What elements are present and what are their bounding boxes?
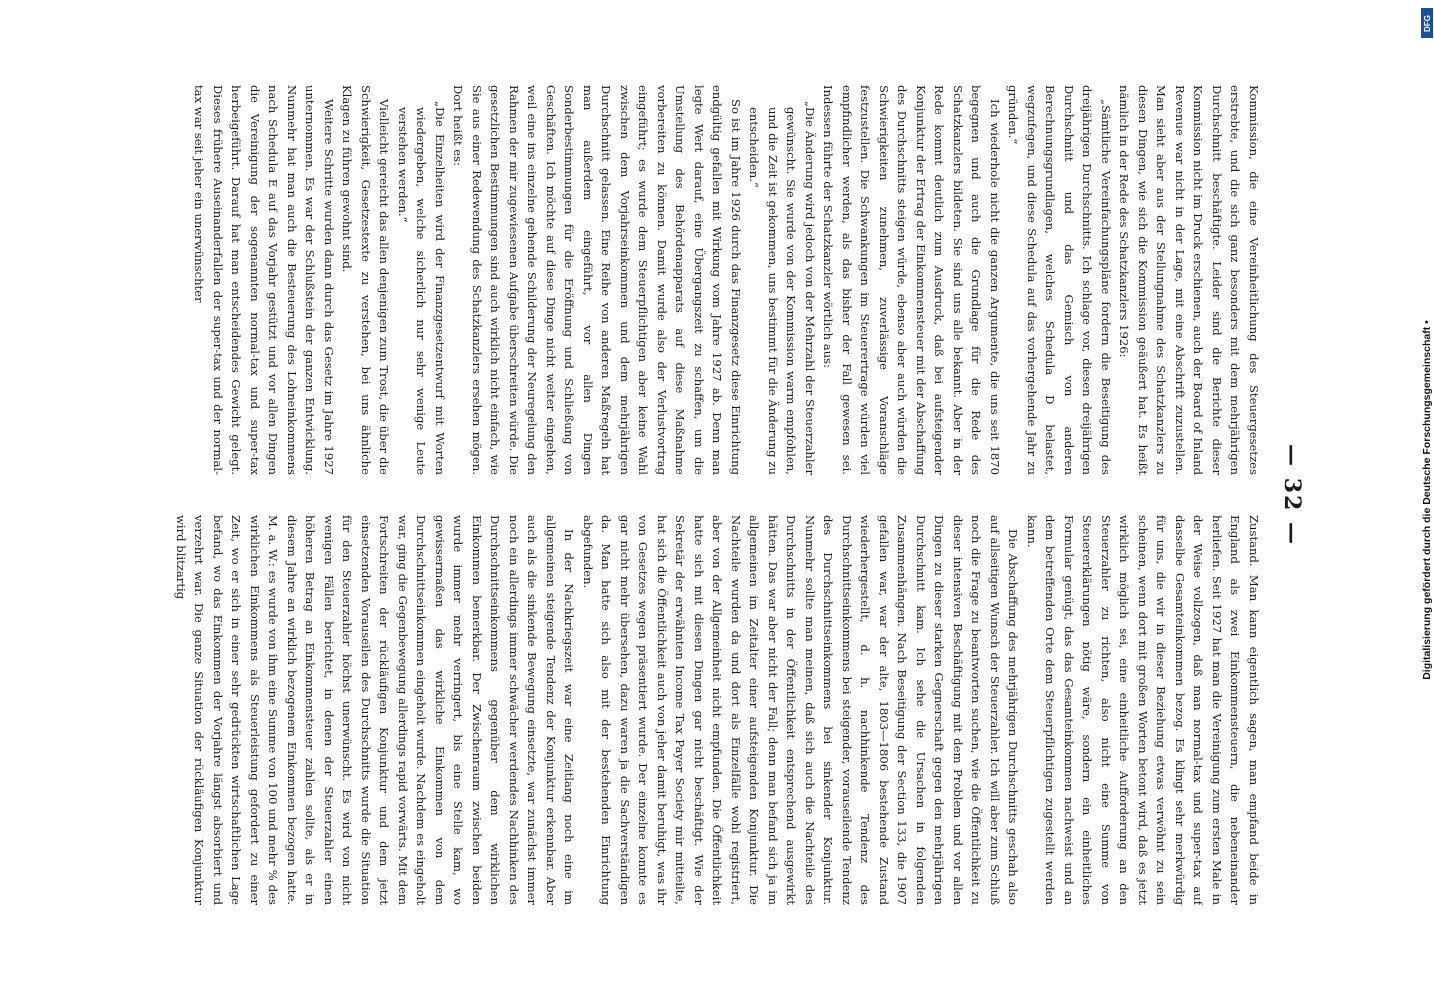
page-number: — 32 — xyxy=(1279,444,1305,546)
digitization-credit-text: Digitalisierung gefördert durch die Deutsche Forschungsgemeinschaft • xyxy=(1421,320,1433,680)
dfg-logo-text: DFG xyxy=(1422,14,1432,32)
document-page xyxy=(115,85,1305,905)
paragraph: Zustand. Man kann eigentlich sagen, man empfand beide in England als zwei Einkommensteuern, die nebeneinander herliefen. Seit 1927 hat man die Vereinigung zum ersten Male in der Weise vollzogen, daß man normal-tax und super-tax auf dasselbe Gesamteinkommen bezog. Es klingt sehr merkwürdig für uns, die wir in dieser Beziehung etwas verwöhnt zu sein scheinen, wenn dort mit großen Worten betont wird, daß es jetzt wirklich möglich sei, eine einheitliche Aufforderung an den Steuerzahler zu richten, also nicht eine Summe von Steuererklärungen nötig wäre, sondern ein einheitliches Formular genügt, das das Gesamteinkommen nachweist und an dem betreffenden Orte dem Steuerpflichtigen zugestellt werden kann. xyxy=(1025,515,1261,905)
paragraph: Vielleicht gereicht das allen denjenigen zum Trost, die über die Schwierigkeit, Gesetzestexte zu verstehen, bei uns ähnliche Klagen zu führen gewohnt sind. xyxy=(340,85,392,475)
paragraph: Kommission, die eine Vereinheitlichung des Steuergesetzes erstrebte, und die sich ganz besonders mit dem mehrjährigen Durchschnitt beschäftigte. Leider sind die Berichte dieser Kommission nicht im Druck erschienen, auch der Board of Inland Revenue war nicht in der Lage, mit eine Abschrift zuzustellen. Man sieht aber aus der Stellungnahme des Schatzkanzlers zu diesen Dingen, wie sich die Kommission geäußert hat. Es heißt nämlich in der Rede des Schatzkanzlers 1926: xyxy=(1117,85,1261,475)
paragraph: Die Abschaffung des mehrjährigen Durchschnitts geschah also auf allseitigen Wunsch der Steuerzahler. Ich will aber zum Schluß noch die Frage zu beantworten suchen, wie die Öffentlichkeit zu dieser intensiven Beschäftigung mit dem Problem und vor allen Dingen zu dieser starken Gegnerschaft gegen den mehrjährigen Durchschnitt kam. Ich sehe die Ursachen in folgenden Zusammenhängen. Nach Beseitigung der Section 133, die 1907 gefallen war, war der alte, 1803—1806 bestehende Zustand wiederhergestellt, d. h. nachhinkende Tendenz des Durchschnittseinkommens bei steigender, vorauseilende Tendenz des Durchschnittseinkommens bei sinkender Konjunktur. Nunmehr sollte man meinen, daß sich auch die Nachteile des Durchschnitts in der Öffentlichkeit entsprechend ausgewirkt hätten. Das war aber nicht der Fall; denn man befand sich ja im allgemeinen im Zeitalter einer aufsteigenden Konjunktur. Die Nachteile wurden da und dort als Einzelfälle wohl registriert, aber von der Allgemeinheit nicht empfunden. Die Öffentlichkeit hatte sich mit diesen Dingen gar nicht beschäftigt. Wie der Sekretär der erwähnten Income Tax Payer Society mir mitteilte, hat sich die Öffentlichkeit auch von jeher damit beruhigt, was ihr von Gesetzes wegen präsentiert wurde. Der einzelne konnte es gar nicht mehr übersehen, dazu waren ja die Sachverständigen da. Man hatte sich also mit der bestehenden Einrichtung abgefunden. xyxy=(581,515,1021,905)
paragraph: „Sämtliche Vereinfachungspläne fordern die Beseitigung des dreijährigen Durchschnitts. Ich schlage vor, diesen dreijährigen Durchschnitt und das Gemisch von anderen Berechnungsgrundlagen, welches Schedula D belastet, wegzufegen, und diese Schedula auf das vorhergehende Jahr zu gründen.“ xyxy=(1006,85,1113,475)
block-quote: „Die Einzelheiten wird der Finanzgesetzentwurf mit Worten wiedergeben, welche sicherlich nur sehr wenige Leute verstehen werden.“ xyxy=(396,101,447,475)
digitization-credit-bar xyxy=(1420,8,1434,992)
paragraph: So ist im Jahre 1926 durch das Finanzgesetz diese Einrichtung endgültig gefallen mit Wirkung vom Jahre 1927 ab. Denn man legte Wert darauf, eine Übergangszeit zu schaffen, um die Umstellung des Behördenapparats auf diese Maßnahme vorbereiten zu können. Damit wurde also der Verlustvortrag eingeführt; es wurde dem Steuerpflichtigen aber keine Wahl zwischen dem Vorjahrseinkommen und dem mehrjährigen Durchschnitt gelassen. Eine Reihe von anderen Maßregeln hat man außerdem eingeführt, vor allen Dingen Sonderbestimmungen für die Eröffnung und Schließung von Geschäften. Ich möchte auf diese Dinge nicht weiter eingehen, weil eine ins einzelne gehende Schilderung der Neuregelung den Rahmen der mir zugewiesenen Aufgabe überschreiten würde. Die gesetzlichen Bestimmungen sind auch wirklich nicht einfach, wie Sie aus einer Redewendung des Schatzkanzlers ersehen mögen. Dort heißt es: xyxy=(451,85,743,475)
block-quote: „Die Änderung wird jedoch von der Mehrzahl der Steuerzahler gewünscht. Sie wurde von der Kommission warm empfohlen, und die Zeit ist gekommen, uns bestimmt für die Änderung zu entscheiden.“ xyxy=(747,101,817,475)
paragraph: Ich wiederhole nicht die ganzen Argumente, die uns seit 1870 begegnen und auch die Grundlage für die Rede des Schatzkanzlers bildeten. Sie sind uns alle bekannt. Aber in der Rede kommt deutlich zum Ausdruck, daß bei aufsteigender Konjunktur der Ertrag der Einkommensteuer mit der Abschaffung des Durchschnitts steigen würde, ebenso aber auch würden die Schwierigkeiten zunehmen, zuverlässige Voranschläge festzustellen. Die Schwankungen im Steuerertrage würden viel empfindlicher werden, als das bisher der Fall gewesen sei. Indessen führte der Schatzkanzler wörtlich aus: xyxy=(821,85,1002,475)
paragraph: In der Nachkriegszeit war eine Zeitlang noch eine im allgemeinen steigende Tendenz der Konjunktur erkennbar. Aber auch als die sinkende Bewegung einsetzte, war zunächst immer noch ein allerdings immer schwächer werdendes Nachhinken des Durchschnittseinkommens gegenüber dem wirklichen Einkommen bemerkbar. Der Zwischenraum zwischen beiden wurde immer mehr verringert, bis eine Stelle kam, wo gewissermaßen das wirkliche Einkommen von dem Durchschnittseinkommen eingeholt wurde. Nachdem es eingeholt war, ging die Gegenbewegung allerdings rapid vorwärts. Mit dem Fortschreiten der rückläufigen Konjunktur und dem jetzt einsetzenden Vorauseilen des Durchschnitts wurde die Situation für den Steuerzahler höchst unerwünscht. Es wird von nicht wenigen Fällen berichtet, in denen der Steuerzahler einen höheren Betrag an Einkommensteuer zahlen sollte, als er in diesem Jahre an wirklich bezogenem Einkommen bezogen hatte. M. a. W.: es wurde von ihm eine Summe von 100 und mehr % des wirklichen Einkommens als Steuerleistung gefordert zu einer Zeit, wo er sich in einer sehr gedrückten wirtschaftlichen Lage befand, wo das Einkommen der Vorjahre längst absorbiert und verzehrt war. Die ganze Situation der rückläufigen Konjunktur wird blitzartig xyxy=(174,515,577,905)
paragraph: Weitere Schritte wurden dann durch das Gesetz im Jahre 1927 unternommen. Es war der Schlußstein der ganzen Entwicklung. Nunmehr hat man auch die Besteuerung des Lohneinkommens nach Schedula E auf das Vorjahr gestützt und vor allen Dingen die Vereinigung der sogenannten normal-tax und super-tax herbeigeführt. Darauf hat man entscheidendes Gewicht gelegt. Dieses frühere Auseinanderfallen der super-tax und der normal-tax war seit jeher ein unerwünschter xyxy=(192,85,336,475)
left-column xyxy=(115,85,1263,475)
right-column xyxy=(115,515,1263,905)
